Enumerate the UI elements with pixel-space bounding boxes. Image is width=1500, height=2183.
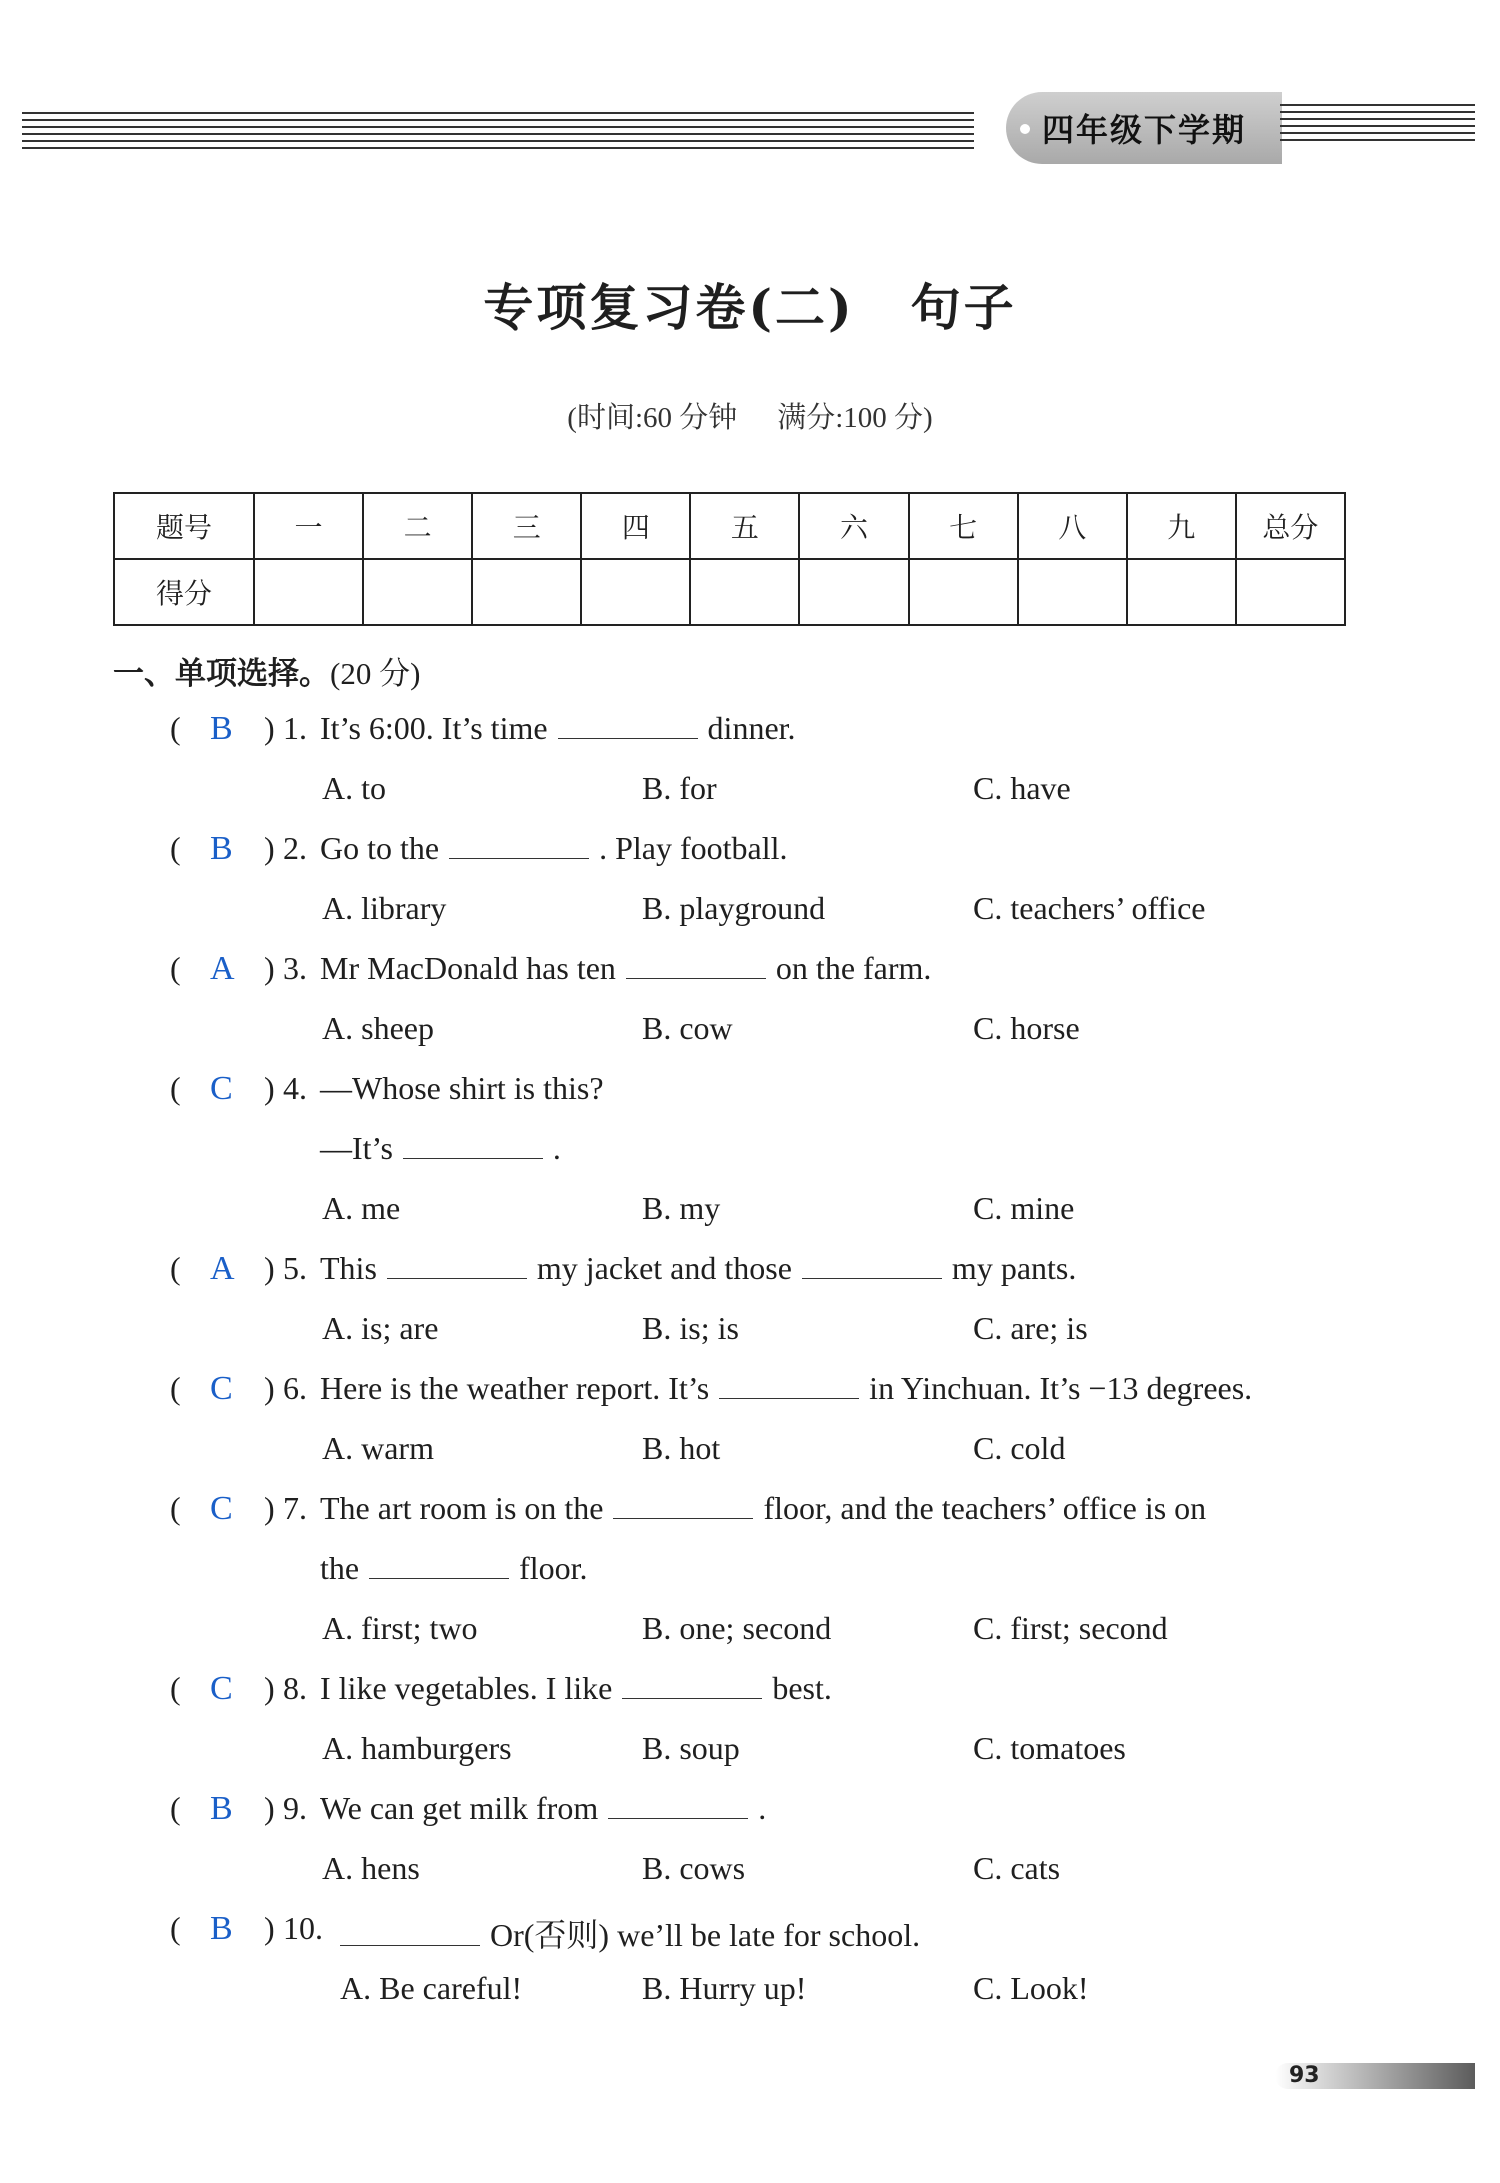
paren-open: ( <box>170 1670 181 1706</box>
answer-blank[interactable] <box>387 1250 527 1279</box>
answer-blank[interactable] <box>622 1670 762 1699</box>
question-text: This <box>320 1250 377 1286</box>
question-number: 2. <box>283 830 307 866</box>
score-cell[interactable] <box>690 559 799 625</box>
title-topic: 句子 <box>910 278 1017 337</box>
option-a[interactable]: A. hens <box>322 1850 420 1886</box>
table-cell: 七 <box>909 493 1018 559</box>
paren-close: ) <box>264 950 275 986</box>
score-cell[interactable] <box>363 559 472 625</box>
paren-close: ) <box>264 1370 275 1406</box>
option-b[interactable]: B. is; is <box>642 1310 739 1346</box>
paren-close: ) <box>264 1070 275 1106</box>
answer-blank[interactable] <box>613 1490 753 1519</box>
option-a[interactable]: A. is; are <box>322 1310 439 1346</box>
answer-mark: C <box>210 1490 233 1527</box>
question-number: 3. <box>283 950 307 986</box>
answer-mark: C <box>210 1370 233 1407</box>
question-text: Or(否则) we’ll be late for school. <box>490 1917 921 1953</box>
paren-open: ( <box>170 1490 181 1526</box>
question-number: 10. <box>283 1910 323 1946</box>
question-number: 1. <box>283 710 307 746</box>
option-b[interactable]: B. for <box>642 770 717 806</box>
paren-open: ( <box>170 710 181 746</box>
header-stripes-left <box>22 112 974 156</box>
option-c[interactable]: C. cold <box>973 1430 1066 1466</box>
exam-score: 满分:100 分) <box>777 402 933 434</box>
question-text: floor, and the teachers’ office is on <box>763 1490 1207 1526</box>
score-cell[interactable] <box>1236 559 1345 625</box>
page-number: 93 <box>1289 2063 1320 2088</box>
option-b[interactable]: B. hot <box>642 1430 721 1466</box>
answer-blank[interactable] <box>558 710 698 739</box>
header-stripes-right <box>1280 104 1475 148</box>
option-b[interactable]: B. Hurry up! <box>642 1970 807 2006</box>
option-c[interactable]: C. cats <box>973 1850 1061 1886</box>
page-number-tab <box>1275 2063 1475 2089</box>
paren-close: ) <box>264 710 275 746</box>
question-number: 7. <box>283 1490 307 1526</box>
page-title <box>0 268 1500 340</box>
score-cell[interactable] <box>799 559 908 625</box>
question-number: 4. <box>283 1070 307 1106</box>
score-cell[interactable] <box>581 559 690 625</box>
grade-tab-label: 四年级下学期 <box>1041 111 1246 149</box>
option-a[interactable]: A. hamburgers <box>322 1730 512 1766</box>
question-text: —It’s <box>320 1130 393 1166</box>
answer-mark: C <box>210 1070 233 1107</box>
question-text: on the farm. <box>775 950 932 986</box>
table-cell: 题号 <box>114 493 254 559</box>
question-number: 8. <box>283 1670 307 1706</box>
table-cell: 总分 <box>1236 493 1345 559</box>
question-text: floor. <box>519 1550 588 1586</box>
answer-mark: B <box>210 1790 233 1827</box>
paren-close: ) <box>264 830 275 866</box>
answer-mark: B <box>210 1910 233 1947</box>
question-text: . Play football. <box>599 830 788 866</box>
option-b[interactable]: B. playground <box>642 890 826 926</box>
option-b[interactable]: B. soup <box>642 1730 740 1766</box>
question-number: 6. <box>283 1370 307 1406</box>
option-c[interactable]: C. first; second <box>973 1610 1168 1646</box>
score-table-score-row <box>114 559 1345 625</box>
paren-close: ) <box>264 1910 275 1946</box>
paren-open: ( <box>170 1790 181 1826</box>
answer-blank[interactable] <box>608 1790 748 1819</box>
paren-close: ) <box>264 1790 275 1826</box>
question-text: Here is the weather report. It’s <box>320 1370 710 1406</box>
option-c[interactable]: C. tomatoes <box>973 1730 1126 1766</box>
section-heading <box>113 648 420 693</box>
question-text: best. <box>772 1670 832 1706</box>
question-text: I like vegetables. I like <box>320 1670 613 1706</box>
option-c[interactable]: C. have <box>973 770 1071 806</box>
score-cell[interactable] <box>472 559 581 625</box>
option-b[interactable]: B. one; second <box>642 1610 832 1646</box>
table-cell: 八 <box>1018 493 1127 559</box>
answer-blank[interactable] <box>626 950 766 979</box>
option-c[interactable]: C. mine <box>973 1190 1075 1226</box>
table-cell: 四 <box>581 493 690 559</box>
option-a[interactable]: A. warm <box>322 1430 434 1466</box>
question-text: . <box>552 1130 561 1166</box>
answer-mark: C <box>210 1670 233 1707</box>
paren-open: ( <box>170 830 181 866</box>
exam-info <box>0 395 1500 436</box>
score-cell[interactable] <box>254 559 363 625</box>
table-cell: 得分 <box>114 559 254 625</box>
paren-open: ( <box>170 1370 181 1406</box>
option-a[interactable]: A. first; two <box>322 1610 478 1646</box>
paren-close: ) <box>264 1670 275 1706</box>
question-text: We can get milk from <box>320 1790 599 1826</box>
answer-blank[interactable] <box>719 1370 859 1399</box>
answer-mark: B <box>210 710 233 747</box>
table-cell: 九 <box>1127 493 1236 559</box>
score-cell[interactable] <box>909 559 1018 625</box>
answer-blank[interactable] <box>802 1250 942 1279</box>
option-a[interactable]: A. me <box>322 1190 401 1226</box>
score-cell[interactable] <box>1018 559 1127 625</box>
title-main: 专项复习卷(二) <box>483 278 855 337</box>
question-text: dinner. <box>707 710 796 746</box>
option-c[interactable]: C. are; is <box>973 1310 1088 1346</box>
question-number: 5. <box>283 1250 307 1286</box>
question-text: my pants. <box>951 1250 1077 1286</box>
question-text: —Whose shirt is this? <box>320 1070 604 1106</box>
answer-blank[interactable] <box>449 830 589 859</box>
answer-blank[interactable] <box>369 1550 509 1579</box>
tab-hole-icon <box>1020 124 1030 134</box>
table-cell: 六 <box>799 493 908 559</box>
exam-time: (时间:60 分钟 <box>567 402 738 434</box>
question-text: in Yinchuan. It’s −13 degrees. <box>869 1370 1253 1406</box>
section-title: 一、单项选择。 <box>113 656 330 692</box>
question-text: Mr MacDonald has ten <box>320 950 616 986</box>
answer-mark: A <box>210 950 235 987</box>
question-text: . <box>758 1790 767 1826</box>
paren-close: ) <box>264 1250 275 1286</box>
paren-close: ) <box>264 1490 275 1526</box>
answer-blank[interactable] <box>340 1917 480 1946</box>
question-text: the <box>320 1550 360 1586</box>
option-a[interactable]: A. Be careful! <box>340 1970 523 2006</box>
table-cell: 五 <box>690 493 799 559</box>
table-cell: 二 <box>363 493 472 559</box>
score-cell[interactable] <box>1127 559 1236 625</box>
option-c[interactable]: C. horse <box>973 1010 1080 1046</box>
question-number: 9. <box>283 1790 307 1826</box>
option-b[interactable]: B. cows <box>642 1850 746 1886</box>
table-cell: 三 <box>472 493 581 559</box>
paren-open: ( <box>170 1070 181 1106</box>
option-b[interactable]: B. cow <box>642 1010 733 1046</box>
option-b[interactable]: B. my <box>642 1190 721 1226</box>
score-table <box>113 492 1346 626</box>
answer-blank[interactable] <box>403 1130 543 1159</box>
paren-open: ( <box>170 1250 181 1286</box>
answer-mark: B <box>210 830 233 867</box>
option-a[interactable]: A. sheep <box>322 1010 434 1046</box>
option-c[interactable]: C. Look! <box>973 1970 1089 2006</box>
table-cell: 一 <box>254 493 363 559</box>
question-text: It’s 6:00. It’s time <box>320 710 548 746</box>
answer-mark: A <box>210 1250 235 1287</box>
paren-open: ( <box>170 1910 181 1946</box>
option-c[interactable]: C. teachers’ office <box>973 890 1206 926</box>
score-table-header-row <box>114 493 1345 559</box>
paren-open: ( <box>170 950 181 986</box>
question-text: Go to the <box>320 830 440 866</box>
question-text: my jacket and those <box>536 1250 792 1286</box>
section-points: (20 分) <box>330 656 421 691</box>
option-a[interactable]: A. library <box>322 890 447 926</box>
option-a[interactable]: A. to <box>322 770 386 806</box>
grade-tab <box>1006 92 1282 164</box>
question-text: The art room is on the <box>320 1490 604 1526</box>
